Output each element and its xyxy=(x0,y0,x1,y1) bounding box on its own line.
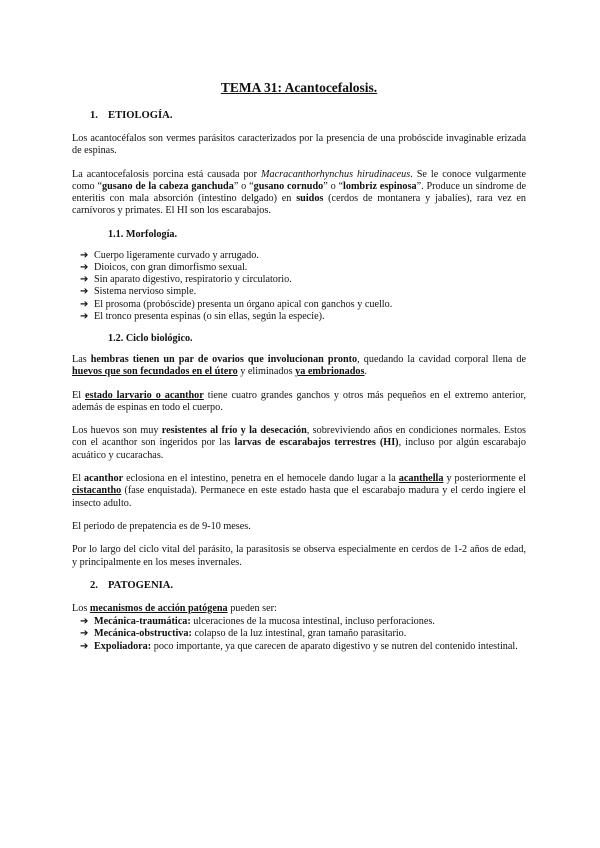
list-item-text: poco importante, ya que carecen de aparato digestivo y se nutren del contenido intestinal. xyxy=(151,640,518,652)
section-title: PATOGENIA. xyxy=(108,579,174,591)
key-term: hembras tienen un par de ovarios que involucionan pronto xyxy=(90,354,358,365)
key-term: acanthor xyxy=(84,473,124,485)
arrow-icon: ➔ xyxy=(80,249,89,261)
list-item xyxy=(80,250,526,262)
text: Las xyxy=(72,354,91,365)
key-term: acanthella xyxy=(398,473,444,485)
arrow-icon: ➔ xyxy=(80,616,89,628)
text: , incluso por algún escarabajo acuático y cucarachas. xyxy=(72,437,526,461)
key-term: ya embrionados xyxy=(295,366,365,378)
text: La acantocefalosis porcina está causada por xyxy=(72,168,262,180)
pathogenic-list xyxy=(80,616,526,653)
paragraph-acanthor xyxy=(72,473,526,510)
arrow-icon: ➔ xyxy=(80,628,89,640)
list-item xyxy=(80,286,526,298)
paragraph-intro: Los acantocéfalos son vermes parásitos caracterizados por la presencia de una probóscide invaginable erizada de espinas. xyxy=(72,133,526,157)
species-name: Macracanthorhynchus hirudinaceus xyxy=(261,168,411,180)
list-item-text: El tronco presenta espinas (o sin ellas, según la especie). xyxy=(94,310,325,322)
paragraph-larva xyxy=(72,390,526,415)
text: Los huevos son muy xyxy=(72,425,162,437)
text: , quedando la cavidad corporal llena de xyxy=(357,354,526,365)
key-term: mecanismos de acción patógena xyxy=(89,602,228,614)
paragraph-age: Por lo largo del ciclo vital del parásito, la parasitosis se observa especialmente en cerdos de 1-2 años de edad, y principalmente en los meses invernales. xyxy=(72,544,526,568)
list-item xyxy=(80,311,526,323)
paragraph-females xyxy=(72,354,526,379)
text: tiene cuatro grandes ganchos y otros más pequeños en el extremo anterior, además de espinas en todo el cuerpo. xyxy=(72,389,526,413)
list-item-label: Mecánica-traumática: xyxy=(94,616,191,628)
page-title: TEMA 31: Acantocefalosis. xyxy=(220,80,378,95)
key-term: huevos que son fecundados en el útero xyxy=(72,366,238,378)
arrow-icon: ➔ xyxy=(80,298,89,310)
list-item xyxy=(80,641,526,653)
subsection-morfologia-heading: 1.1. Morfología. xyxy=(108,228,178,240)
text: eclosiona en el intestino, penetra en el hemocele dando lugar a la xyxy=(123,473,399,485)
section-number: 1. xyxy=(90,110,98,121)
key-term: estado larvario o acanthor xyxy=(85,389,204,401)
text: y posteriormente el xyxy=(443,473,526,485)
host-term: suidos xyxy=(296,193,324,205)
list-item-label: Mecánica-obstructiva: xyxy=(94,628,192,640)
list-item-text: Dioicos, con gran dimorfismo sexual. xyxy=(94,261,248,273)
key-term: larvas de escarabajos terrestres (HI) xyxy=(234,437,399,449)
paragraph-mechanisms xyxy=(72,603,526,615)
list-item-text: ulceraciones de la mucosa intestinal, incluso perforaciones. xyxy=(190,616,435,628)
key-term: resistentes al frío y la desecación xyxy=(161,425,307,437)
list-item-text: colapso de la luz intestinal, gran tamaño parasitario. xyxy=(191,628,407,640)
text: ” o “ xyxy=(323,180,344,192)
common-name: gusano de la cabeza ganchuda xyxy=(101,180,234,192)
text: , sobreviviendo años en condiciones normales. Estos con el acanthor son ingeridos por las xyxy=(72,425,527,449)
arrow-icon: ➔ xyxy=(80,286,89,298)
section-patogenia-heading xyxy=(90,580,526,591)
text: El xyxy=(72,389,85,401)
text: ” o “ xyxy=(233,180,254,192)
document-page xyxy=(72,80,526,663)
text: y eliminados xyxy=(237,366,296,378)
key-term: cistacantho xyxy=(72,485,122,497)
list-item xyxy=(80,274,526,286)
common-name: lombriz espinosa xyxy=(343,180,417,192)
morphology-list xyxy=(80,250,526,323)
section-number: 2. xyxy=(90,579,98,591)
text: . xyxy=(364,366,368,378)
list-item xyxy=(80,262,526,274)
subsection-ciclo-heading: 1.2. Ciclo biológico. xyxy=(108,333,193,344)
arrow-icon: ➔ xyxy=(80,640,89,652)
list-item-text: Cuerpo ligeramente curvado y arrugado. xyxy=(94,249,259,261)
list-item-text: Sistema nervioso simple. xyxy=(94,286,197,298)
paragraph-eggs xyxy=(72,425,526,462)
list-item-label: Expoliadora: xyxy=(94,640,152,652)
text: Los xyxy=(72,602,90,614)
list-item xyxy=(80,628,526,640)
paragraph-prepatency: El periodo de prepatencia es de 9-10 meses. xyxy=(72,520,251,532)
text: pueden ser: xyxy=(227,602,277,614)
paragraph-etiology xyxy=(72,169,526,218)
text: (fase enquistada). Permanece en este estado hasta que el escarabajo madura y el cerdo ingiere el insecto adulto. xyxy=(72,485,526,509)
text: El xyxy=(72,473,85,485)
section-title: ETIOLOGÍA. xyxy=(108,110,173,121)
section-etiologia-heading xyxy=(90,110,526,121)
common-name: gusano cornudo xyxy=(253,180,324,192)
arrow-icon: ➔ xyxy=(80,261,89,273)
list-item xyxy=(80,299,526,311)
arrow-icon: ➔ xyxy=(80,310,89,322)
text: ”. Produce un síndrome de enteritis con mala absorción (intestino delgado) en xyxy=(72,180,527,205)
list-item-text: Sin aparato digestivo, respiratorio y circulatorio. xyxy=(94,274,292,286)
arrow-icon: ➔ xyxy=(80,274,89,286)
list-item xyxy=(80,616,526,628)
text: . Se le conoce vulgarmente como “ xyxy=(72,168,526,192)
text: (cerdos de montanera y jabalíes), rara vez en carnívoros y primates. El HI son los escarabajos. xyxy=(72,193,526,217)
list-item-text: El prosoma (probóscide) presenta un órgano apical con ganchos y cuello. xyxy=(94,298,393,310)
